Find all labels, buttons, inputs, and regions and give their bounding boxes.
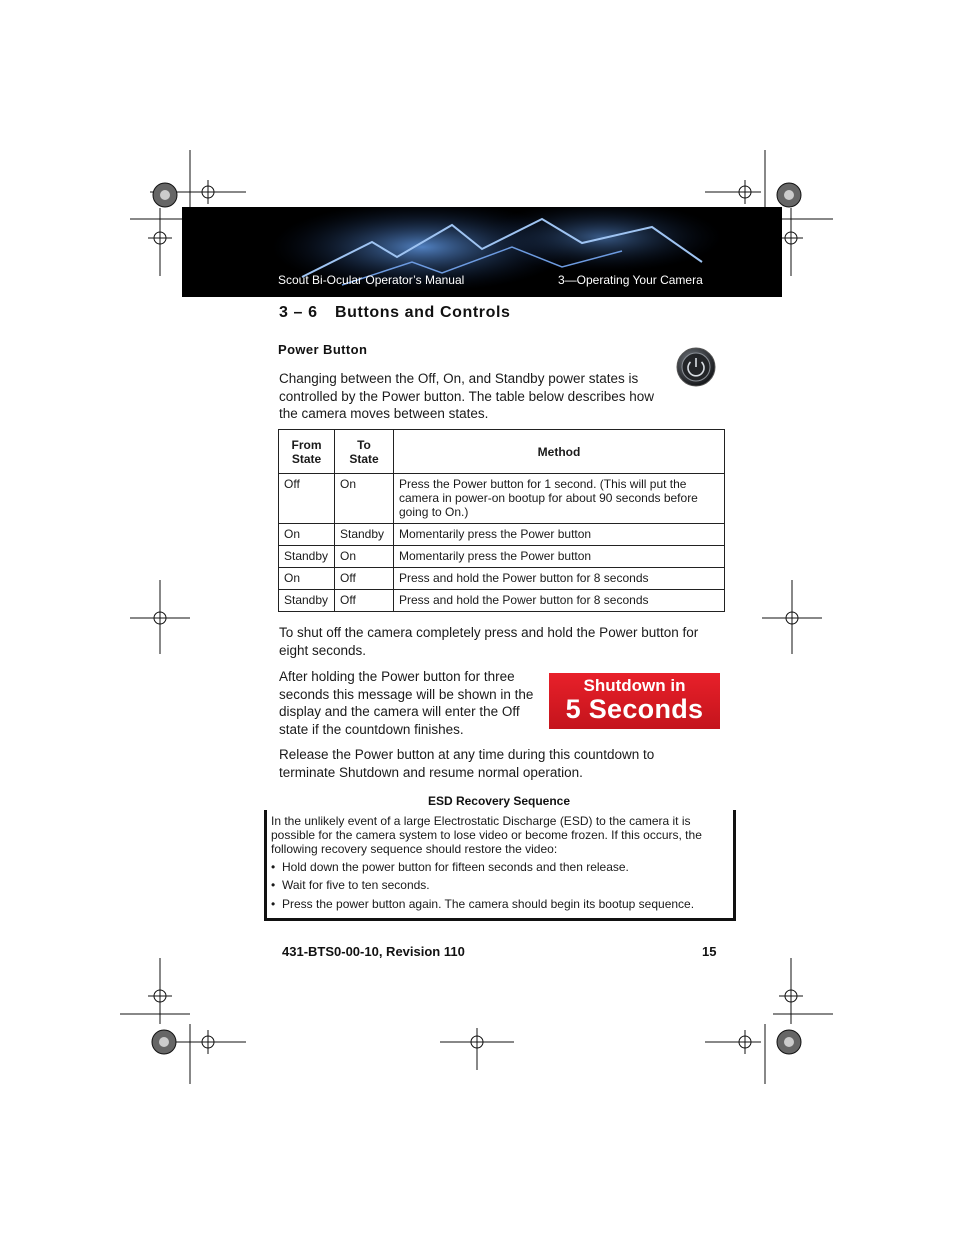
esd-intro: In the unlikely event of a large Electrostatic Discharge (ESD) to the camera it is possible for the camera system to lose video or become frozen. If this occurs, the following recovery sequence should restore the video: <box>271 814 702 856</box>
header-to-line1: To <box>357 437 371 452</box>
section-number: 3 – 6 <box>279 304 318 321</box>
header-method: Method <box>394 430 725 474</box>
header-from-line1: From <box>291 437 322 452</box>
registration-mark-mid-left <box>130 580 190 656</box>
list-item <box>271 860 629 874</box>
power-state-table <box>278 429 725 612</box>
header-to-line2: State <box>349 451 379 466</box>
cell-to: Off <box>335 568 394 590</box>
shutdown-line1: Shutdown in <box>583 676 686 695</box>
esd-step: Hold down the power button for fifteen seconds and then release. <box>282 860 629 874</box>
section-heading <box>279 304 511 322</box>
table-row <box>279 590 725 612</box>
cell-method: Press and hold the Power button for 8 seconds <box>394 568 725 590</box>
shutdown-countdown-message <box>549 673 720 729</box>
cell-from: On <box>279 524 335 546</box>
cell-to: Off <box>335 590 394 612</box>
bullet: • <box>271 878 276 892</box>
table-row <box>279 546 725 568</box>
cell-from: Off <box>279 474 335 524</box>
after-holding-paragraph: After holding the Power button for three seconds this message will be shown in the display and the camera will enter the Off state if the countdown finishes. <box>279 669 534 737</box>
header-to-state <box>335 430 394 474</box>
registration-mark-mid-right <box>762 580 822 656</box>
manual-title: Scout Bi-Ocular Operator’s Manual <box>278 273 465 287</box>
cell-method: Press and hold the Power button for 8 seconds <box>394 590 725 612</box>
header-from-line2: State <box>291 451 322 466</box>
registration-mark-bottom-left <box>120 958 250 1086</box>
cell-method: Momentarily press the Power button <box>394 546 725 568</box>
shutoff-paragraph: To shut off the camera completely press and hold the Power button for eight seconds. <box>279 625 699 658</box>
list-item <box>271 897 694 911</box>
esd-title: ESD Recovery Sequence <box>427 794 571 808</box>
section-title: Buttons and Controls <box>335 304 511 321</box>
cell-method: Press the Power button for 1 second. (This will put the camera in power-on bootup for about 90 seconds before going to On.) <box>394 474 725 524</box>
shutdown-line2: 5 Seconds <box>565 694 704 724</box>
cell-from: Standby <box>279 590 335 612</box>
table-row <box>279 568 725 590</box>
header-banner <box>182 207 782 297</box>
registration-mark-bottom-right <box>705 958 835 1086</box>
bullet: • <box>271 860 276 874</box>
esd-step: Wait for five to ten seconds. <box>282 878 430 892</box>
table-row <box>279 474 725 524</box>
chapter-title: 3—Operating Your Camera <box>558 273 703 287</box>
power-button-intro: Changing between the Off, On, and Standby power states is controlled by the Power button. The table below describes how the camera moves between states. <box>279 371 654 421</box>
cell-from: Standby <box>279 546 335 568</box>
registration-mark-bottom-center <box>440 1028 516 1072</box>
cell-from: On <box>279 568 335 590</box>
list-item <box>271 878 430 892</box>
cell-method: Momentarily press the Power button <box>394 524 725 546</box>
cell-to: On <box>335 546 394 568</box>
header-from-state <box>279 430 335 474</box>
bullet: • <box>271 897 276 911</box>
cell-to: On <box>335 474 394 524</box>
table-header-row <box>279 430 725 474</box>
release-paragraph: Release the Power button at any time during this countdown to terminate Shutdown and resume normal operation. <box>279 747 655 780</box>
subsection-title: Power Button <box>278 342 368 357</box>
document-id: 431-BTS0-00-10, Revision 110 <box>282 944 465 959</box>
page-number: 15 <box>702 944 717 959</box>
esd-step: Press the power button again. The camera should begin its bootup sequence. <box>282 897 695 911</box>
cell-to: Standby <box>335 524 394 546</box>
table-row <box>279 524 725 546</box>
power-button-icon <box>676 347 716 387</box>
